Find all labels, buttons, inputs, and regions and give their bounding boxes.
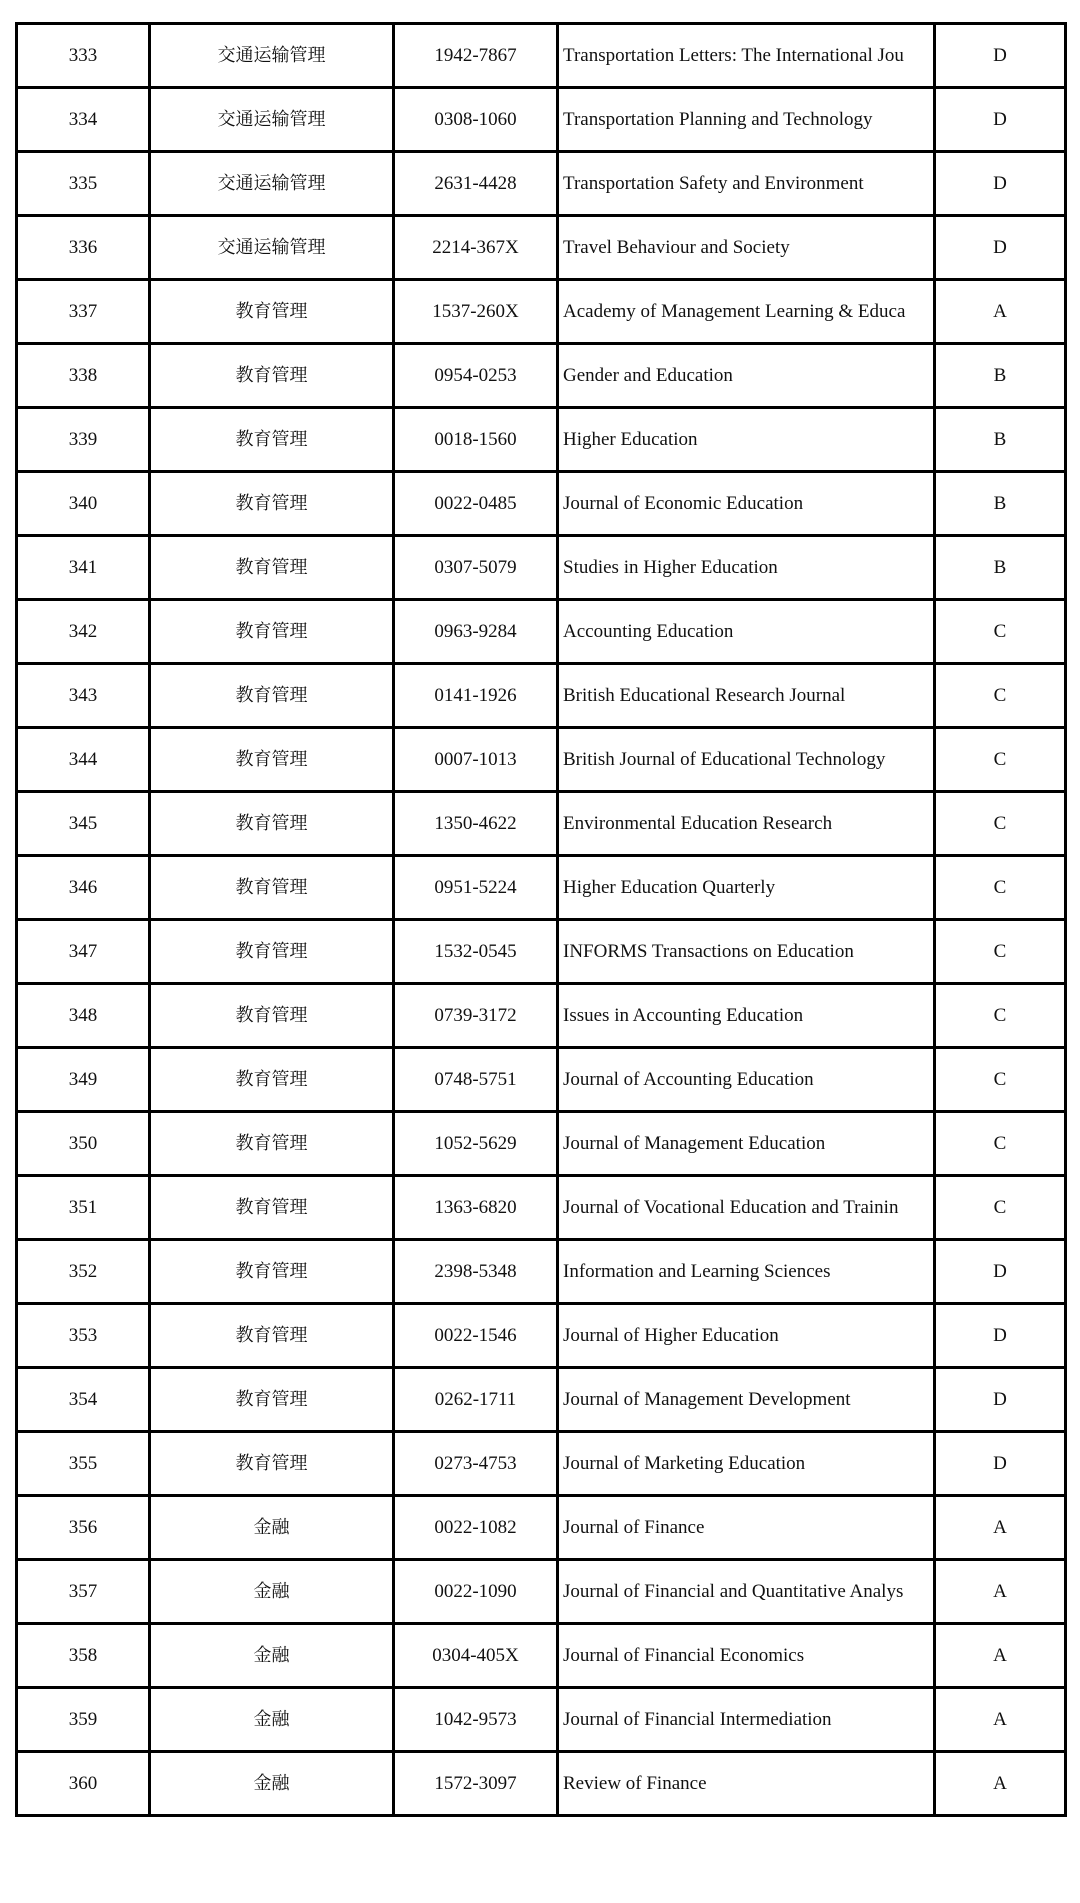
category-cell: 金融	[150, 1624, 394, 1688]
issn-cell: 0273-4753	[394, 1432, 558, 1496]
row-number-cell: 336	[17, 216, 150, 280]
issn-cell: 1942-7867	[394, 24, 558, 88]
journal-title-cell: Studies in Higher Education	[558, 536, 935, 600]
issn-cell: 0954-0253	[394, 344, 558, 408]
table-row	[17, 1432, 1066, 1496]
row-number-cell: 352	[17, 1240, 150, 1304]
table-row	[17, 1368, 1066, 1432]
grade-cell: B	[935, 408, 1066, 472]
grade-cell: A	[935, 280, 1066, 344]
issn-cell: 0022-0485	[394, 472, 558, 536]
category-cell: 教育管理	[150, 1112, 394, 1176]
category-cell: 教育管理	[150, 856, 394, 920]
journal-title-cell: Journal of Economic Education	[558, 472, 935, 536]
category-cell: 教育管理	[150, 728, 394, 792]
table-row	[17, 1560, 1066, 1624]
row-number-cell: 335	[17, 152, 150, 216]
row-number-cell: 341	[17, 536, 150, 600]
issn-cell: 1537-260X	[394, 280, 558, 344]
issn-cell: 0308-1060	[394, 88, 558, 152]
row-number-cell: 358	[17, 1624, 150, 1688]
issn-cell: 0951-5224	[394, 856, 558, 920]
table-row	[17, 280, 1066, 344]
issn-cell: 1350-4622	[394, 792, 558, 856]
issn-cell: 1363-6820	[394, 1176, 558, 1240]
table-row	[17, 216, 1066, 280]
journal-title-cell: INFORMS Transactions on Education	[558, 920, 935, 984]
category-cell: 教育管理	[150, 408, 394, 472]
row-number-cell: 344	[17, 728, 150, 792]
issn-cell: 2398-5348	[394, 1240, 558, 1304]
issn-cell: 0963-9284	[394, 600, 558, 664]
grade-cell: D	[935, 1432, 1066, 1496]
grade-cell: C	[935, 664, 1066, 728]
table-row	[17, 344, 1066, 408]
row-number-cell: 354	[17, 1368, 150, 1432]
grade-cell: C	[935, 1048, 1066, 1112]
category-cell: 金融	[150, 1496, 394, 1560]
issn-cell: 0262-1711	[394, 1368, 558, 1432]
table-row	[17, 472, 1066, 536]
journal-table	[15, 22, 1067, 1817]
row-number-cell: 355	[17, 1432, 150, 1496]
table-row	[17, 1496, 1066, 1560]
issn-cell: 0307-5079	[394, 536, 558, 600]
category-cell: 教育管理	[150, 280, 394, 344]
issn-cell: 2214-367X	[394, 216, 558, 280]
journal-table-body	[17, 24, 1066, 1816]
grade-cell: C	[935, 984, 1066, 1048]
row-number-cell: 357	[17, 1560, 150, 1624]
grade-cell: D	[935, 1240, 1066, 1304]
journal-title-cell: Journal of Accounting Education	[558, 1048, 935, 1112]
row-number-cell: 360	[17, 1752, 150, 1816]
journal-title-cell: Transportation Letters: The International Jou	[558, 24, 935, 88]
journal-title-cell: Accounting Education	[558, 600, 935, 664]
row-number-cell: 345	[17, 792, 150, 856]
table-row	[17, 856, 1066, 920]
table-row	[17, 88, 1066, 152]
grade-cell: D	[935, 24, 1066, 88]
table-row	[17, 1176, 1066, 1240]
table-row	[17, 24, 1066, 88]
category-cell: 金融	[150, 1752, 394, 1816]
table-row	[17, 728, 1066, 792]
row-number-cell: 346	[17, 856, 150, 920]
issn-cell: 0304-405X	[394, 1624, 558, 1688]
journal-title-cell: Issues in Accounting Education	[558, 984, 935, 1048]
category-cell: 交通运输管理	[150, 152, 394, 216]
category-cell: 教育管理	[150, 664, 394, 728]
table-row	[17, 1240, 1066, 1304]
grade-cell: C	[935, 856, 1066, 920]
grade-cell: B	[935, 536, 1066, 600]
grade-cell: A	[935, 1752, 1066, 1816]
journal-title-cell: Travel Behaviour and Society	[558, 216, 935, 280]
journal-title-cell: Journal of Financial Economics	[558, 1624, 935, 1688]
grade-cell: A	[935, 1560, 1066, 1624]
journal-title-cell: Information and Learning Sciences	[558, 1240, 935, 1304]
journal-title-cell: Review of Finance	[558, 1752, 935, 1816]
issn-cell: 1572-3097	[394, 1752, 558, 1816]
journal-title-cell: Journal of Financial and Quantitative Analys	[558, 1560, 935, 1624]
category-cell: 交通运输管理	[150, 24, 394, 88]
grade-cell: A	[935, 1496, 1066, 1560]
row-number-cell: 342	[17, 600, 150, 664]
category-cell: 教育管理	[150, 472, 394, 536]
grade-cell: C	[935, 728, 1066, 792]
grade-cell: C	[935, 792, 1066, 856]
grade-cell: C	[935, 1176, 1066, 1240]
journal-title-cell: British Educational Research Journal	[558, 664, 935, 728]
row-number-cell: 350	[17, 1112, 150, 1176]
row-number-cell: 333	[17, 24, 150, 88]
issn-cell: 0022-1090	[394, 1560, 558, 1624]
journal-title-cell: Journal of Vocational Education and Trainin	[558, 1176, 935, 1240]
category-cell: 教育管理	[150, 920, 394, 984]
journal-title-cell: Academy of Management Learning & Educa	[558, 280, 935, 344]
issn-cell: 1042-9573	[394, 1688, 558, 1752]
journal-title-cell: Gender and Education	[558, 344, 935, 408]
issn-cell: 1532-0545	[394, 920, 558, 984]
row-number-cell: 337	[17, 280, 150, 344]
journal-title-cell: Transportation Planning and Technology	[558, 88, 935, 152]
category-cell: 教育管理	[150, 1368, 394, 1432]
row-number-cell: 347	[17, 920, 150, 984]
category-cell: 教育管理	[150, 984, 394, 1048]
row-number-cell: 340	[17, 472, 150, 536]
grade-cell: D	[935, 216, 1066, 280]
row-number-cell: 343	[17, 664, 150, 728]
grade-cell: B	[935, 472, 1066, 536]
issn-cell: 0018-1560	[394, 408, 558, 472]
category-cell: 教育管理	[150, 344, 394, 408]
category-cell: 教育管理	[150, 1048, 394, 1112]
category-cell: 教育管理	[150, 600, 394, 664]
journal-title-cell: Journal of Marketing Education	[558, 1432, 935, 1496]
issn-cell: 2631-4428	[394, 152, 558, 216]
row-number-cell: 349	[17, 1048, 150, 1112]
table-row	[17, 536, 1066, 600]
grade-cell: A	[935, 1688, 1066, 1752]
table-row	[17, 1112, 1066, 1176]
category-cell: 教育管理	[150, 1176, 394, 1240]
table-row	[17, 408, 1066, 472]
journal-title-cell: Journal of Management Education	[558, 1112, 935, 1176]
grade-cell: D	[935, 1304, 1066, 1368]
grade-cell: C	[935, 600, 1066, 664]
table-row	[17, 152, 1066, 216]
row-number-cell: 339	[17, 408, 150, 472]
grade-cell: D	[935, 1368, 1066, 1432]
row-number-cell: 348	[17, 984, 150, 1048]
issn-cell: 0022-1546	[394, 1304, 558, 1368]
row-number-cell: 334	[17, 88, 150, 152]
row-number-cell: 356	[17, 1496, 150, 1560]
journal-title-cell: Journal of Financial Intermediation	[558, 1688, 935, 1752]
issn-cell: 0141-1926	[394, 664, 558, 728]
issn-cell: 1052-5629	[394, 1112, 558, 1176]
journal-title-cell: Journal of Management Development	[558, 1368, 935, 1432]
journal-title-cell: Environmental Education Research	[558, 792, 935, 856]
journal-title-cell: Journal of Higher Education	[558, 1304, 935, 1368]
table-row	[17, 920, 1066, 984]
table-row	[17, 1304, 1066, 1368]
category-cell: 金融	[150, 1560, 394, 1624]
table-row	[17, 1048, 1066, 1112]
row-number-cell: 359	[17, 1688, 150, 1752]
grade-cell: C	[935, 920, 1066, 984]
grade-cell: D	[935, 152, 1066, 216]
row-number-cell: 353	[17, 1304, 150, 1368]
grade-cell: C	[935, 1112, 1066, 1176]
table-row	[17, 792, 1066, 856]
table-row	[17, 1624, 1066, 1688]
issn-cell: 0007-1013	[394, 728, 558, 792]
category-cell: 交通运输管理	[150, 88, 394, 152]
journal-title-cell: Journal of Finance	[558, 1496, 935, 1560]
row-number-cell: 338	[17, 344, 150, 408]
row-number-cell: 351	[17, 1176, 150, 1240]
issn-cell: 0739-3172	[394, 984, 558, 1048]
category-cell: 教育管理	[150, 536, 394, 600]
journal-title-cell: Higher Education Quarterly	[558, 856, 935, 920]
table-row	[17, 1688, 1066, 1752]
table-row	[17, 664, 1066, 728]
journal-title-cell: British Journal of Educational Technology	[558, 728, 935, 792]
category-cell: 金融	[150, 1688, 394, 1752]
table-row	[17, 600, 1066, 664]
issn-cell: 0748-5751	[394, 1048, 558, 1112]
category-cell: 教育管理	[150, 792, 394, 856]
grade-cell: D	[935, 88, 1066, 152]
category-cell: 交通运输管理	[150, 216, 394, 280]
table-row	[17, 1752, 1066, 1816]
issn-cell: 0022-1082	[394, 1496, 558, 1560]
journal-title-cell: Higher Education	[558, 408, 935, 472]
category-cell: 教育管理	[150, 1304, 394, 1368]
table-row	[17, 984, 1066, 1048]
category-cell: 教育管理	[150, 1240, 394, 1304]
grade-cell: B	[935, 344, 1066, 408]
journal-title-cell: Transportation Safety and Environment	[558, 152, 935, 216]
grade-cell: A	[935, 1624, 1066, 1688]
category-cell: 教育管理	[150, 1432, 394, 1496]
